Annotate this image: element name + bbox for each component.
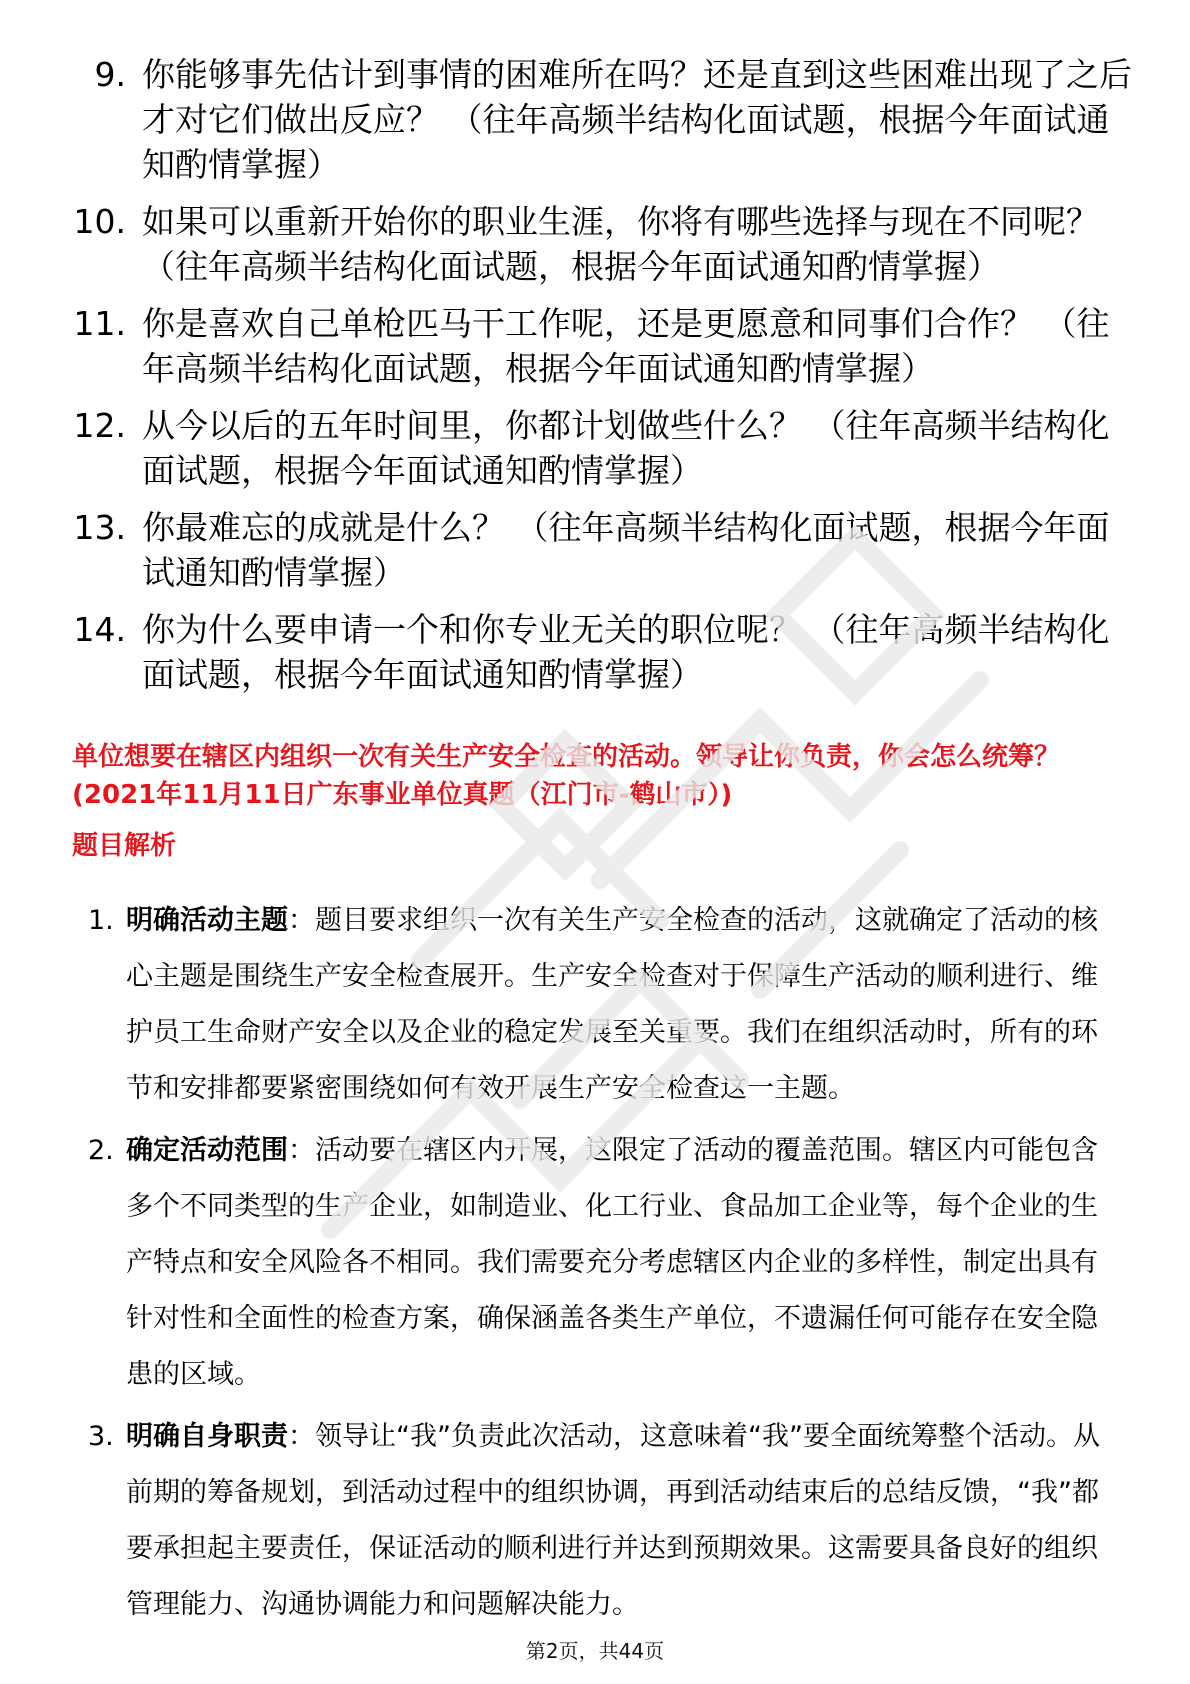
analysis-point-body: ：领导让“我”负责此次活动，这意味着“我”要全面统筹整个活动。从前期的筹备规划，到活动过程中的组织协调，再到活动结束后的总结反馈，“我”都要承担起主要责任，保证活动的顺利进行并达到预期效果。这需要具备良好的组织管理能力、沟通协调能力和问题解决能力。 [126, 1421, 1100, 1620]
analysis-text [126, 1409, 1118, 1633]
analysis-point-body: ：题目要求组织一次有关生产安全检查的活动，这就确定了活动的核心主题是围绕生产安全检查展开。生产安全检查对于保障生产活动的顺利进行、维护员工生命财产安全以及企业的稳定发展至关重要。我们在组织活动时，所有的环节和安排都要紧密围绕如何有效开展生产安全检查这一主题。 [126, 905, 1098, 1104]
question-item [58, 403, 1138, 493]
question-text: 从今以后的五年时间里，你都计划做些什么？ （往年高频半结构化面试题，根据今年面试通知酌情掌握） [142, 406, 1110, 490]
question-number: 12. [73, 406, 126, 445]
question-list [58, 52, 1138, 709]
question-item [58, 505, 1138, 595]
question-text: 你为什么要申请一个和你专业无关的职位呢？ （往年高频半结构化面试题，根据今年面试通知酌情掌握） [142, 610, 1110, 694]
analysis-point-body: ：活动要在辖区内开展，这限定了活动的覆盖范围。辖区内可能包含多个不同类型的生产企业，如制造业、化工行业、食品加工企业等，每个企业的生产特点和安全风险各不相同。我们需要充分考虑辖区内企业的多样性，制定出具有针对性和全面性的检查方案，确保涵盖各类生产单位，不遗漏任何可能存在安全隐患的区域。 [126, 1135, 1098, 1390]
analysis-point-heading: 明确自身职责 [126, 1421, 288, 1452]
question-number: 10. [73, 202, 126, 241]
analysis-item [88, 893, 1118, 1117]
question-item [58, 199, 1138, 289]
analysis-heading: 题目解析 [72, 831, 177, 861]
analysis-text [126, 1123, 1118, 1403]
question-text: 你是喜欢自己单枪匹马干工作呢，还是更愿意和同事们合作？ （往年高频半结构化面试题，根据今年面试通知酌情掌握） [142, 304, 1110, 388]
analysis-number: 3. [88, 1421, 114, 1452]
question-item [58, 52, 1138, 187]
analysis-number: 2. [88, 1135, 114, 1166]
question-text: 你最难忘的成就是什么？ （往年高频半结构化面试题，根据今年面试通知酌情掌握） [142, 508, 1110, 592]
question-number: 14. [73, 610, 126, 649]
question-text: 你能够事先估计到事情的困难所在吗？还是直到这些困难出现了之后才对它们做出反应？ （往年高频半结构化面试题，根据今年面试通知酌情掌握） [142, 55, 1132, 184]
question-number: 11. [73, 304, 126, 343]
question-item [58, 301, 1138, 391]
featured-question-title: 单位想要在辖区内组织一次有关生产安全检查的活动。领导让你负责，你会怎么统筹？(2021年11月11日广东事业单位真题（江门市-鹤山市）) [72, 742, 1061, 810]
analysis-list [88, 893, 1118, 1639]
question-item [58, 607, 1138, 697]
analysis-point-heading: 确定活动范围 [126, 1135, 288, 1166]
question-number: 13. [73, 508, 126, 547]
question-text: 如果可以重新开始你的职业生涯，你将有哪些选择与现在不同呢？ （往年高频半结构化面试题，根据今年面试通知酌情掌握） [142, 202, 1099, 286]
question-number: 9. [94, 55, 126, 94]
analysis-number: 1. [88, 905, 114, 936]
analysis-point-heading: 明确活动主题 [126, 905, 288, 936]
page-number-footer: 第2页，共44页 [525, 1639, 665, 1663]
analysis-item [88, 1123, 1118, 1403]
analysis-item [88, 1409, 1118, 1633]
analysis-text [126, 893, 1118, 1117]
